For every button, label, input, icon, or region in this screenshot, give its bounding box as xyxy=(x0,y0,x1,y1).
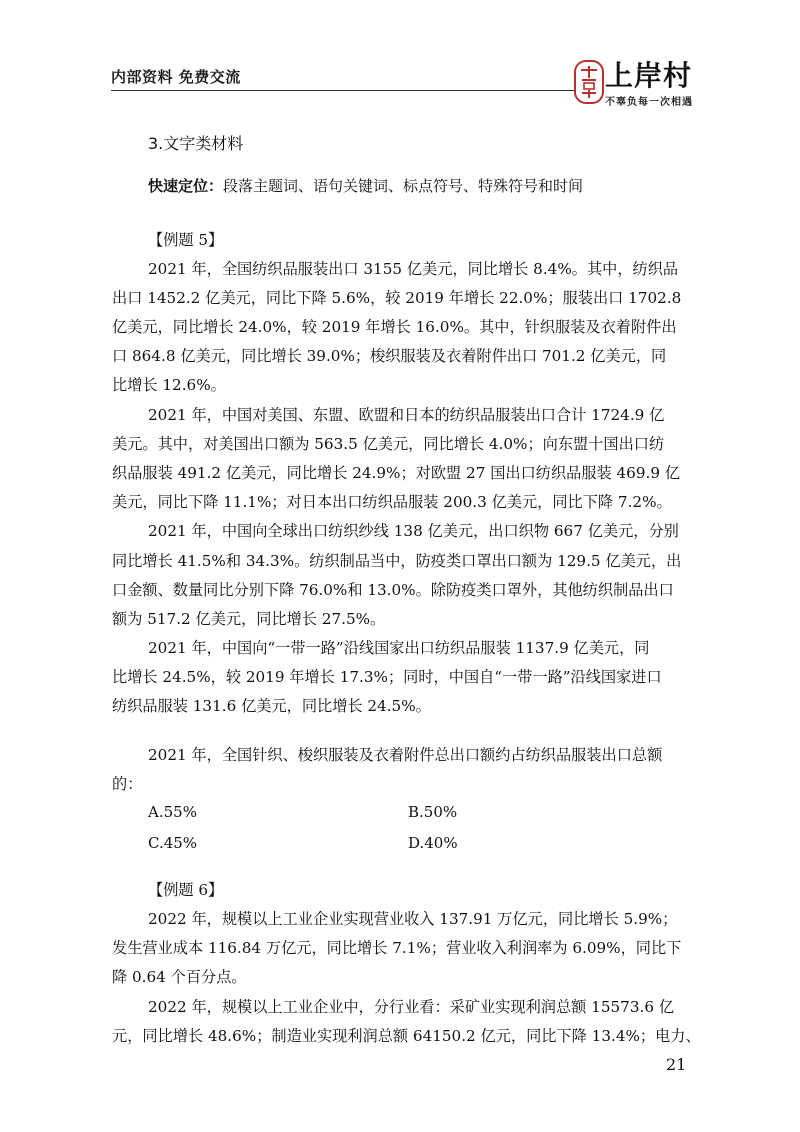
brand-slogan: 不辜负每一次相遇 xyxy=(605,97,693,108)
question-line: 2021 年，全国针织、梭织服装及衣着附件总出口额约占纺织品服装出口总额 xyxy=(148,746,663,764)
paragraph-line: 2021 年，中国对美国、东盟、欧盟和日本的纺织品服装出口合计 1724.9 亿 xyxy=(148,406,665,424)
paragraph-line: 2021 年，中国向全球出口纺织纱线 138 亿美元，出口织物 667 亿美元，分别 xyxy=(148,522,679,540)
paragraph-line: 比增长 24.5%，较 2019 年增长 17.3%；同时，中国自“一带一路”沿线国家进口 xyxy=(112,668,662,686)
example-6-label: 【例题 6】 xyxy=(148,881,224,899)
quick-locate-label: 快速定位： xyxy=(148,177,224,195)
quick-locate xyxy=(148,176,583,196)
brand-name: 上岸村 xyxy=(605,59,693,92)
paragraph-line: 纺织品服装 131.6 亿美元，同比增长 24.5%。 xyxy=(112,697,431,715)
paragraph-line: 2021 年，中国向“一带一路”沿线国家出口纺织品服装 1137.9 亿美元，同 xyxy=(148,639,650,657)
option-a: A.55% xyxy=(148,803,197,821)
paragraph-line: 同比增长 41.5%和 34.3%。纺织制品当中，防疫类口罩出口额为 129.5 亿美元，出 xyxy=(112,552,682,570)
paragraph-line: 发生营业成本 116.84 万亿元，同比增长 7.1%；营业收入利润率为 6.09%，同比下 xyxy=(112,939,682,957)
paragraph-line: 美元。其中，对美国出口额为 563.5 亿美元，同比增长 4.0%；向东盟十国出口纺 xyxy=(112,435,665,453)
section-title: 3.文字类材料 xyxy=(148,134,244,153)
paragraph-line: 额为 517.2 亿美元，同比增长 27.5%。 xyxy=(112,610,386,628)
brand-seal-logo xyxy=(574,60,604,104)
paragraph-line: 口 864.8 亿美元，同比增长 39.0%；梭织服装及衣着附件出口 701.2 亿美元，同 xyxy=(112,347,667,365)
header-divider xyxy=(111,90,581,91)
paragraph-line: 元，同比增长 48.6%；制造业实现利润总额 64150.2 亿元，同比下降 13.4%；电力、 xyxy=(112,1027,701,1045)
paragraph-line: 比增长 12.6%。 xyxy=(112,376,226,394)
paragraph-line: 降 0.64 个百分点。 xyxy=(112,968,247,986)
paragraph-line: 织品服装 491.2 亿美元，同比增长 24.9%；对欧盟 27 国出口纺织品服装 469.9 亿 xyxy=(112,464,681,482)
header-label: 内部资料 免费交流 xyxy=(111,68,241,86)
option-b: B.50% xyxy=(408,803,458,821)
paragraph-line: 2021 年，全国纺织品服装出口 3155 亿美元，同比增长 8.4%。其中，纺织品 xyxy=(148,260,679,278)
paragraph-line: 亿美元，同比增长 24.0%，较 2019 年增长 16.0%。其中，针织服装及衣着附件出 xyxy=(112,318,677,336)
example-5-label: 【例题 5】 xyxy=(148,231,224,249)
page-header xyxy=(111,60,701,120)
question-line: 的： xyxy=(112,775,143,793)
seal-mark-icon xyxy=(576,62,602,102)
paragraph-line: 2022 年，规模以上工业企业实现营业收入 137.91 万亿元，同比增长 5.9%； xyxy=(148,910,678,928)
paragraph-line: 美元，同比下降 11.1%；对日本出口纺织品服装 200.3 亿美元，同比下降 7.2%。 xyxy=(112,493,672,511)
option-d: D.40% xyxy=(408,834,458,852)
paragraph-line: 口金额、数量同比分别下降 76.0%和 13.0%。除防疫类口罩外，其他纺织制品出口 xyxy=(112,581,674,599)
option-c: C.45% xyxy=(148,834,198,852)
paragraph-line: 2022 年，规模以上工业企业中，分行业看：采矿业实现利润总额 15573.6 亿 xyxy=(148,998,675,1016)
quick-locate-text: 段落主题词、语句关键词、标点符号、特殊符号和时间 xyxy=(223,177,584,195)
page-number: 21 xyxy=(666,1055,687,1074)
paragraph-line: 出口 1452.2 亿美元，同比下降 5.6%，较 2019 年增长 22.0%；服装出口 1702.8 xyxy=(112,289,682,307)
